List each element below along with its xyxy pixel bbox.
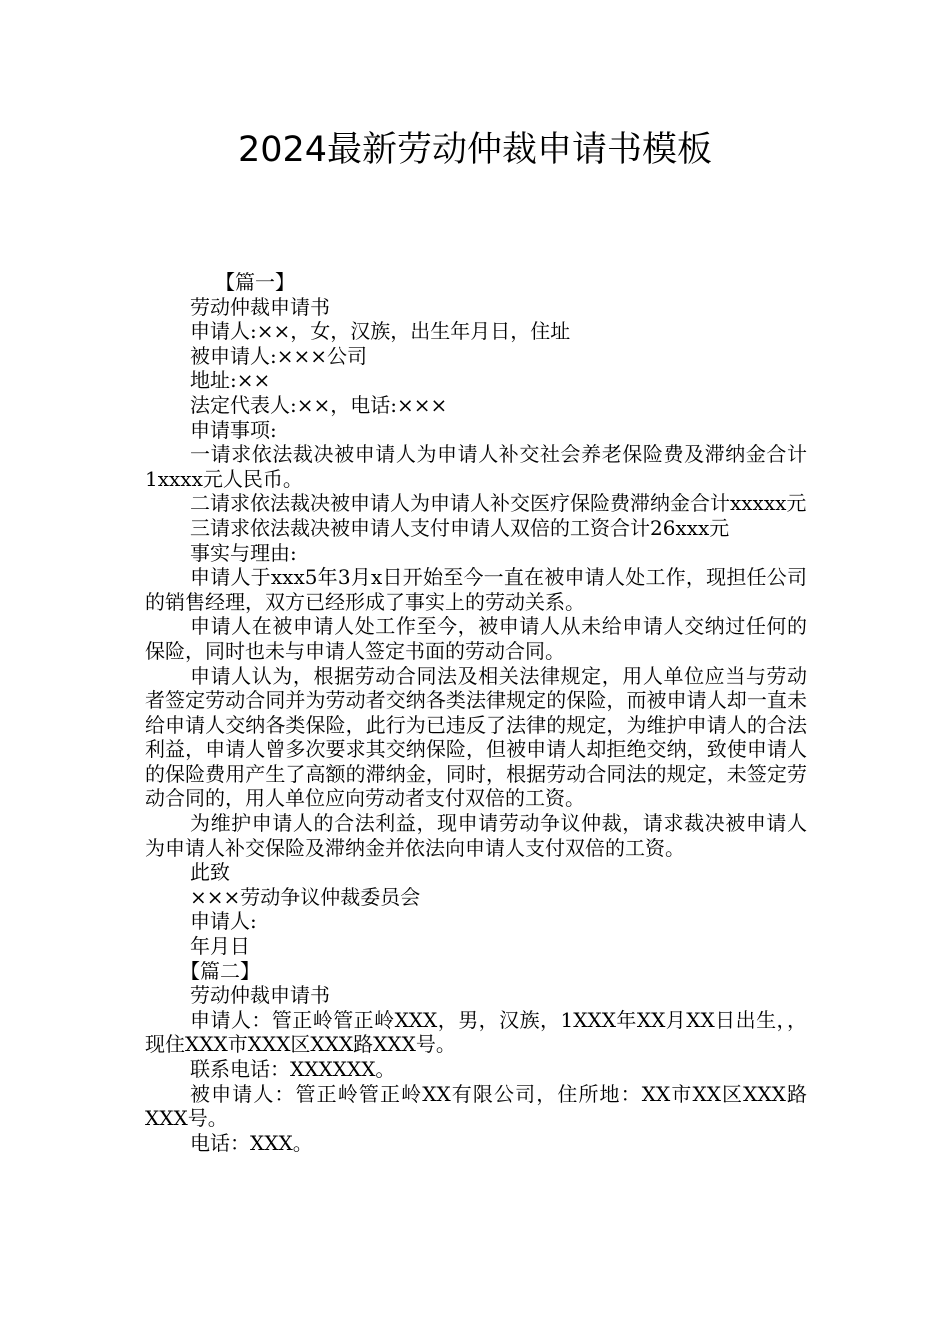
respondent-line-1: 被申请人:×××公司 — [190, 343, 368, 368]
fact-paragraph-1: 申请人于xxx5年3月x日开始至今一直在被申请人处工作，现担任公司的销售经理，双方已经形成了事实上的劳动关系。 — [145, 565, 807, 614]
doc-name-1: 劳动仲裁申请书 — [190, 294, 330, 319]
address-line-1: 地址:×× — [190, 368, 271, 393]
facts-label-1: 事实与理由: — [190, 540, 297, 565]
closing-line-1: 此致 — [190, 860, 230, 885]
claims-label-1: 申请事项: — [190, 417, 277, 442]
claim-paragraph-1: 一请求依法裁决被申请人为申请人补交社会养老保险费及滞纳金合计1xxxx元人民币。 — [145, 442, 807, 491]
phone-line-2: 电话：XXX。 — [190, 1130, 313, 1155]
applicant-paragraph-2: 申请人：管正岭管正岭XXX，男，汉族，1XXX年XX月XX日出生，，现住XXX市XXX区XXX路XXX号。 — [145, 1007, 807, 1057]
applicant-line-1: 申请人:××，女，汉族，出生年月日，住址 — [190, 319, 571, 344]
document-title: 2024最新劳动仲裁申请书模板 — [237, 130, 713, 170]
date-line-1: 年月日 — [190, 934, 250, 959]
fact-paragraph-4: 为维护申请人的合法利益，现申请劳动争议仲裁，请求裁决被申请人为申请人补交保险及滞纳金并依法向申请人支付双倍的工资。 — [145, 811, 807, 860]
fact-paragraph-3: 申请人认为，根据劳动合同法及相关法律规定，用人单位应当与劳动者签定劳动合同并为劳动者交纳各类法律规定的保险，而被申请人却一直未给申请人交纳各类保险，此行为已违反了法律的规定，为维护申请人的合法利益，申请人曾多次要求其交纳保险，但被申请人却拒绝交纳，致使申请人的保险费用产生了高额的滞纳金，同时，根据劳动合同法的规定，未签定劳动合同的，用人单位应向劳动者支付双倍的工资。 — [145, 663, 807, 811]
section-heading-2: 【篇二】 — [180, 958, 260, 983]
fact-paragraph-2: 申请人在被申请人处工作至今，被申请人从未给申请人交纳过任何的保险，同时也未与申请人签定书面的劳动合同。 — [145, 614, 807, 663]
signature-line-1: 申请人: — [190, 909, 257, 934]
doc-name-2: 劳动仲裁申请书 — [190, 983, 330, 1008]
section-heading-1: 【篇一】 — [215, 270, 295, 294]
claim-paragraph-3: 三请求依法裁决被申请人支付申请人双倍的工资合计26xxx元 — [190, 515, 730, 540]
legal-rep-line-1: 法定代表人:××，电话:××× — [190, 392, 448, 417]
respondent-paragraph-2: 被申请人：管正岭管正岭XX有限公司，住所地：XX市XX区XXX路XXX号。 — [145, 1081, 807, 1131]
contact-line-2: 联系电话：XXXXXX。 — [190, 1057, 396, 1081]
claim-paragraph-2: 二请求依法裁决被申请人为申请人补交医疗保险费滞纳金合计xxxxx元 — [190, 491, 807, 516]
committee-line-1: ×××劳动争议仲裁委员会 — [190, 884, 421, 909]
document-body — [145, 270, 807, 1155]
